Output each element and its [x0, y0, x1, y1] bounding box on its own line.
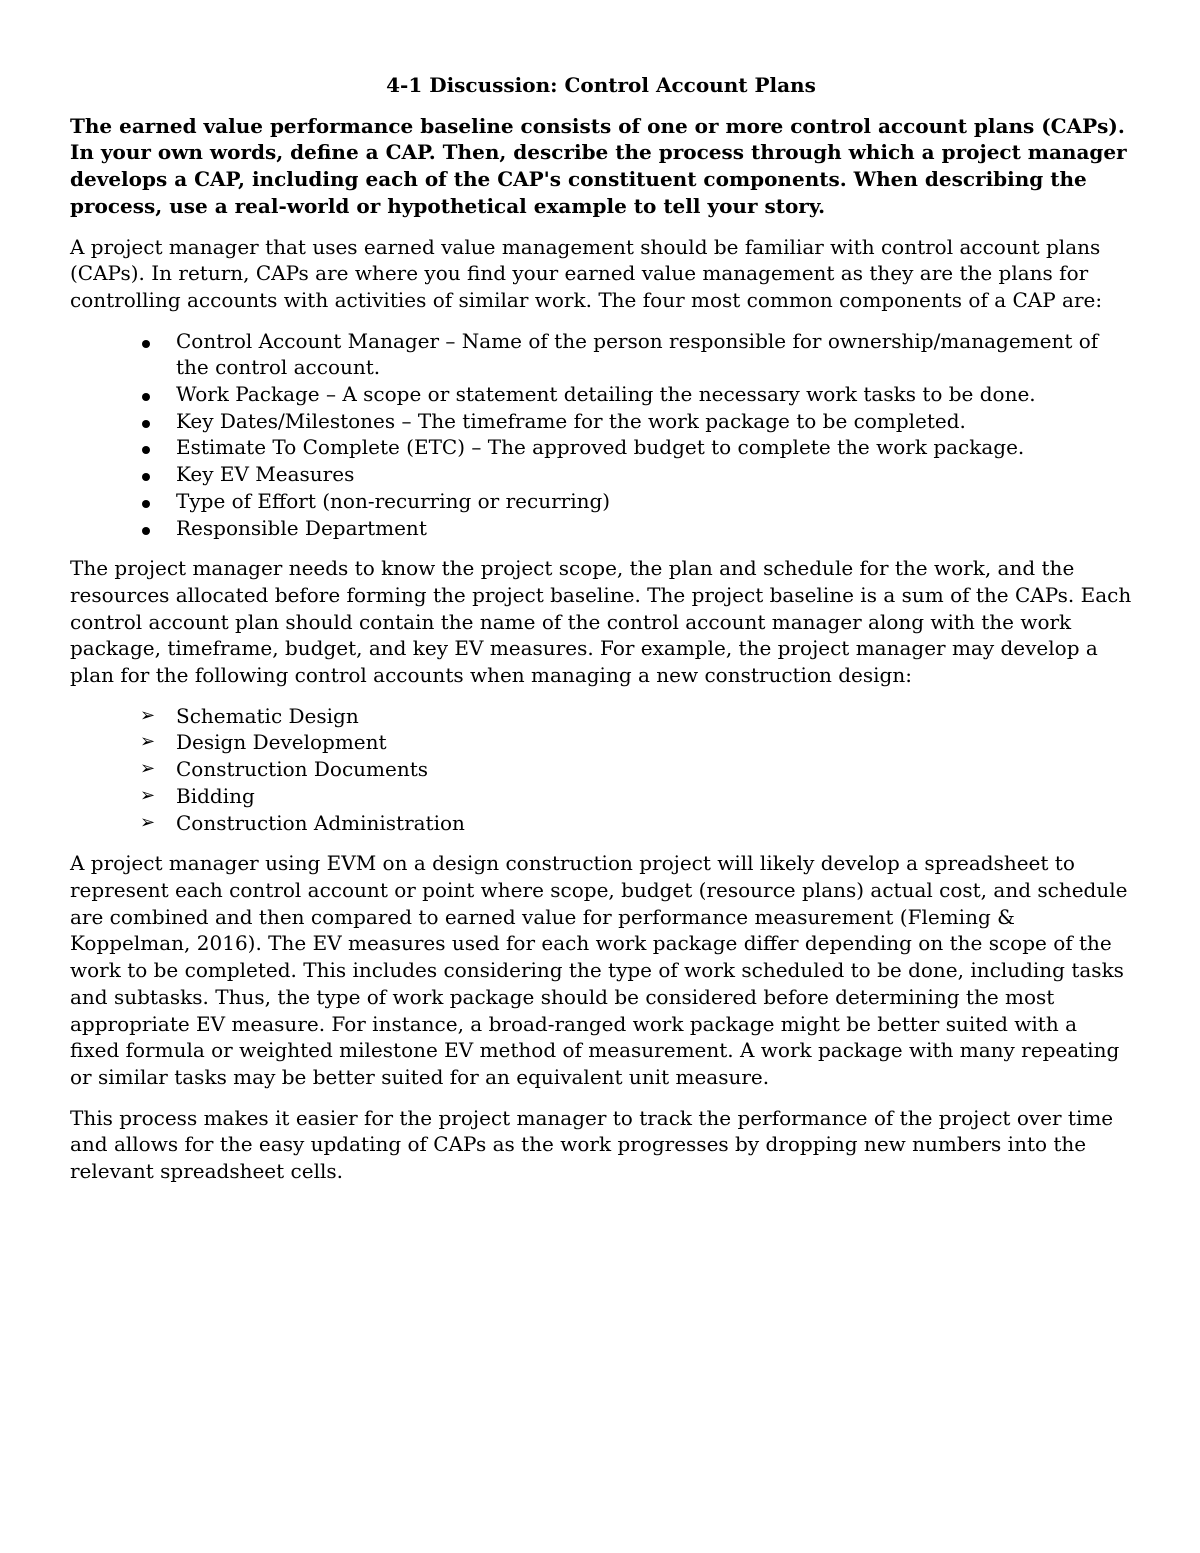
list-item: Estimate To Complete (ETC) – The approved budget to complete the work package. — [70, 434, 1132, 461]
list-item: Responsible Department — [70, 515, 1132, 542]
arrow-bullet-icon: ➢ — [140, 758, 156, 780]
list-item: ➢ Construction Administration — [140, 810, 465, 835]
cap-components-list — [70, 328, 1132, 542]
arrow-bullet-icon: ➢ — [140, 731, 156, 753]
intro-paragraph: A project manager that uses earned value management should be familiar with control account plans (CAPs). In return, CAPs are where you find your earned value management as they are the plans for controlling accounts with activities of similar work. The four most common components of a CAP are: — [70, 234, 1103, 312]
document-title: 4-1 Discussion: Control Account Plans — [386, 73, 816, 97]
list-item: Control Account Manager – Name of the person responsible for ownership/management of the control account. — [70, 328, 1132, 381]
list-item: Key EV Measures — [70, 461, 1132, 488]
bullet-dot-icon — [140, 461, 160, 488]
bullet-dot-icon — [140, 381, 160, 408]
discussion-prompt: The earned value performance baseline consists of one or more control account plans (CAPs). In your own words, define a CAP. Then, describe the process through which a project manager develops a CAP, including each of the CAP's constituent components. When describing the process, use a real-world or hypothetical example to tell your story. — [70, 113, 1127, 218]
list-item: ➢ Schematic Design — [140, 703, 359, 728]
list-item: ➢ Bidding — [140, 783, 255, 808]
bullet-dot-icon — [140, 515, 160, 542]
list-item: ➢ Design Development — [140, 730, 387, 755]
arrow-bullet-icon: ➢ — [140, 811, 156, 833]
conclusion-paragraph: This process makes it easier for the project manager to track the performance of the project over time and allows for the easy updating of CAPs as the work progresses by dropping new numbers into the relevant spreadsheet cells. — [70, 1105, 1114, 1184]
baseline-paragraph: The project manager needs to know the project scope, the plan and schedule for the work, and the resources allocated before forming the project baseline. The project baseline is a sum of the CAPs. Each control account plan should contain the name of the control account manager along with the work package, timeframe, budget, and key EV measures. For example, the project manager may develop a plan for the following control accounts when managing a new construction design: — [70, 556, 1132, 688]
list-item: Type of Effort (non-recurring or recurring) — [70, 488, 1132, 515]
arrow-bullet-icon: ➢ — [140, 784, 156, 806]
bullet-dot-icon — [140, 328, 160, 355]
control-accounts-list — [70, 703, 1132, 837]
list-item: ➢ Construction Documents — [140, 757, 429, 782]
list-item: Work Package – A scope or statement detailing the necessary work tasks to be done. — [70, 381, 1132, 408]
document-page — [70, 72, 1132, 1199]
list-item: Key Dates/Milestones – The timeframe for the work package to be completed. — [70, 408, 1132, 435]
bullet-dot-icon — [140, 434, 160, 461]
bullet-dot-icon — [140, 408, 160, 435]
bullet-dot-icon — [140, 488, 160, 515]
arrow-bullet-icon: ➢ — [140, 704, 156, 726]
evm-paragraph: A project manager using EVM on a design construction project will likely develop a spreadsheet to represent each control account or point where scope, budget (resource plans) actual cost, and schedule are combined and then compared to earned value for performance measurement (Fleming & Koppelman, 2016). The EV measures used for each work package differ depending on the scope of the work to be completed. This includes considering the type of work scheduled to be done, including tasks and subtasks. Thus, the type of work package should be considered before determining the most appropriate EV measure. For instance, a broad-ranged work package might be better suited with a fixed formula or weighted milestone EV method of measurement. A work package with many repeating or similar tasks may be better suited for an equivalent unit measure. — [70, 851, 1128, 1089]
